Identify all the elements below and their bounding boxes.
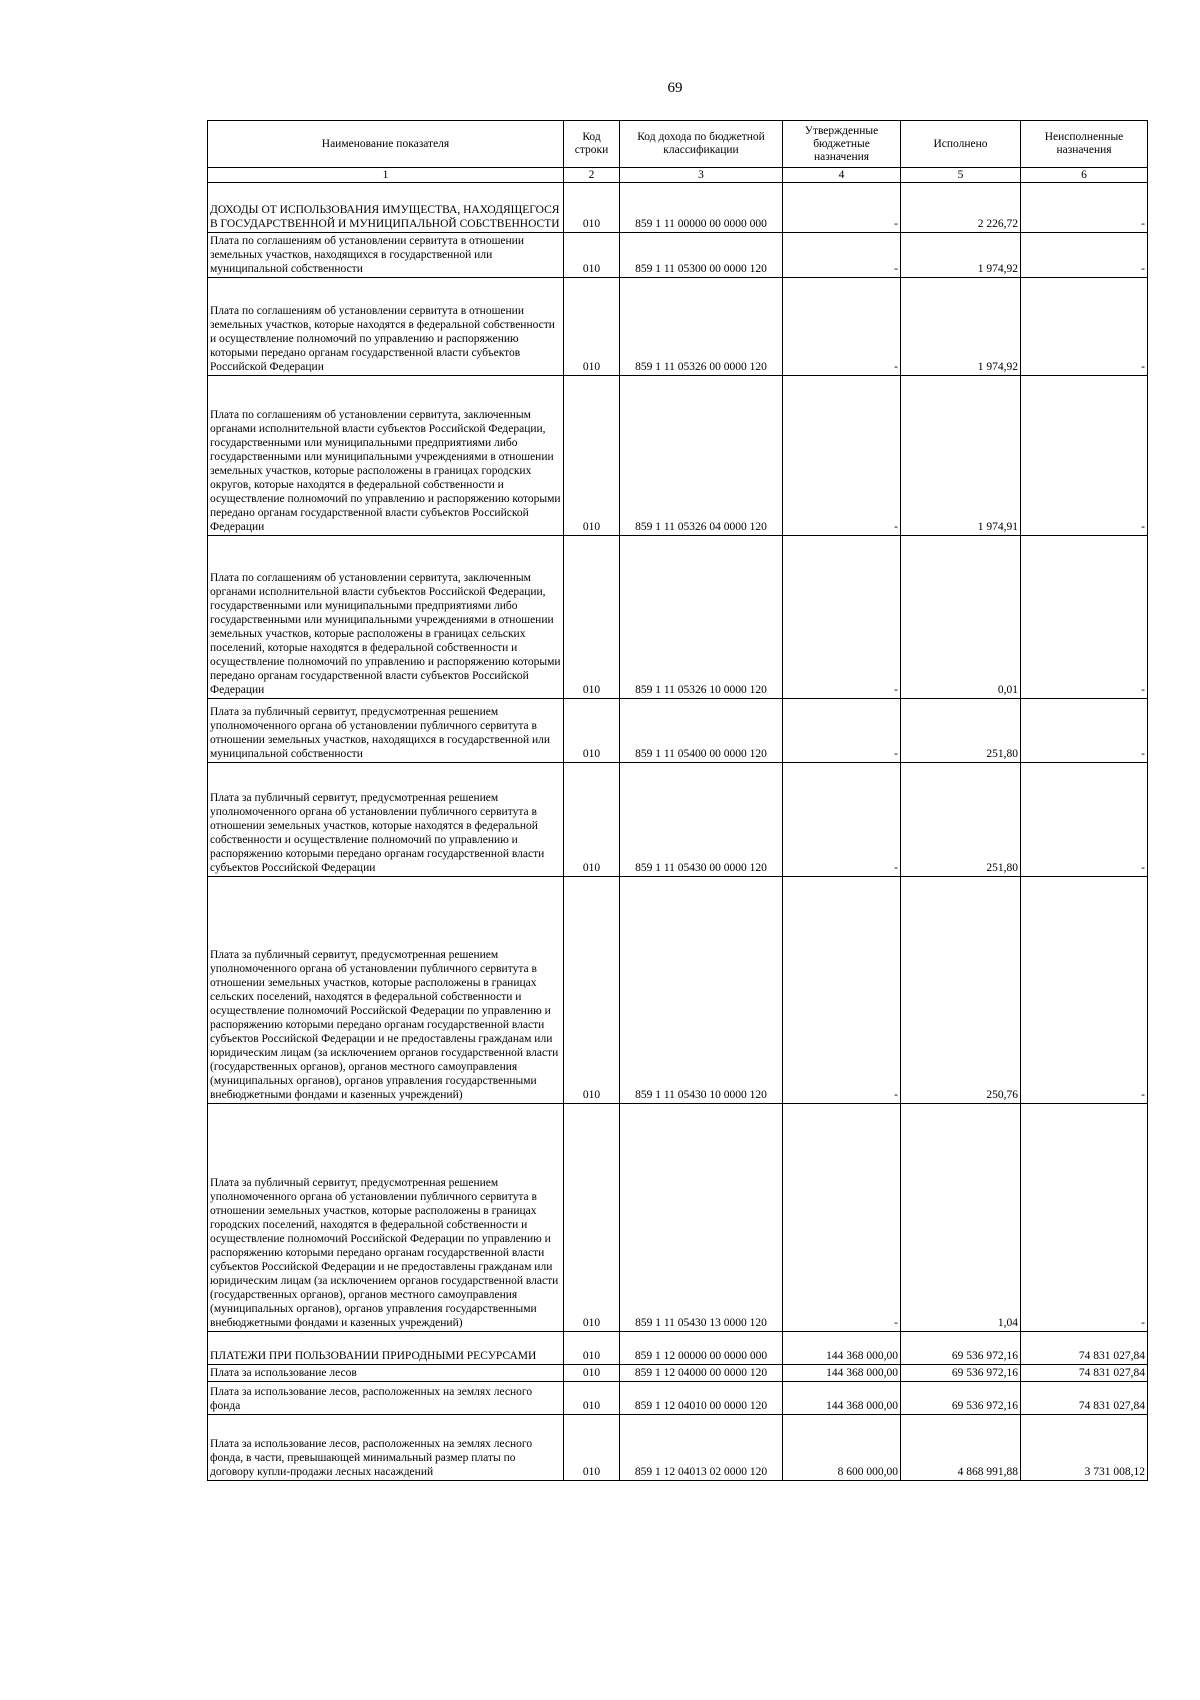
table-row [208,1382,1148,1415]
row-budget-code: 859 1 12 00000 00 0000 000 [620,1332,783,1365]
header-name: Наименование показателя [208,121,564,168]
row-name: Плата за публичный сервитут, предусмотренная решением уполномоченного органа об установлении публичного сервитута в отношении земельных участков, которые находятся в федеральной собственности и осуществление полномочий по управлению и распоряжению которыми передано органам государственной власти субъектов Российской Федерации [208,763,564,877]
row-approved: - [783,877,901,1104]
row-executed: 1 974,91 [901,376,1021,536]
row-unexecuted: 74 831 027,84 [1021,1382,1148,1415]
row-budget-code: 859 1 11 05326 10 0000 120 [620,536,783,699]
row-approved: 144 368 000,00 [783,1382,901,1415]
header-approved: Утвержденные бюджетные назначения [783,121,901,168]
row-name: Плата за публичный сервитут, предусмотренная решением уполномоченного органа об установлении публичного сервитута в отношении земельных участков, которые расположены в границах городских поселений, находятся в федеральной собственности и осуществление полномочий Российской Федерации по управлению и распоряжению которыми передано органам государственной власти субъектов Российской Федерации и не предоставлены гражданам или юридическим лицам (за исключением органов государственной власти (государственных органов), органов местного самоуправления (муниципальных органов), органов управления государственными внебюджетными фондами и казенных учреждений) [208,1104,564,1332]
table-row [208,1104,1148,1332]
row-name: Плата за использование лесов, расположенных на землях лесного фонда, в части, превышающей минимальный размер платы по договору купли-продажи лесных насаждений [208,1415,564,1481]
revenue-table [207,120,1148,1481]
row-executed: 250,76 [901,877,1021,1104]
row-line-code: 010 [564,699,620,763]
row-executed: 1,04 [901,1104,1021,1332]
header-unexecuted: Неисполненные назначения [1021,121,1148,168]
row-line-code: 010 [564,233,620,278]
row-executed: 1 974,92 [901,278,1021,376]
row-unexecuted: - [1021,877,1148,1104]
row-line-code: 010 [564,1365,620,1382]
row-approved: - [783,278,901,376]
header-row [208,121,1148,168]
row-approved: - [783,536,901,699]
row-executed: 4 868 991,88 [901,1415,1021,1481]
table-row [208,1365,1148,1382]
row-unexecuted: 74 831 027,84 [1021,1365,1148,1382]
table-row [208,877,1148,1104]
page-number: 69 [667,80,683,96]
header-line-code: Код строки [564,121,620,168]
row-budget-code: 859 1 11 05430 10 0000 120 [620,877,783,1104]
row-budget-code: 859 1 11 05300 00 0000 120 [620,233,783,278]
row-name: Плата по соглашениям об установлении сервитута в отношении земельных участков, находящихся в государственной или муниципальной собственности [208,233,564,278]
row-approved: 8 600 000,00 [783,1415,901,1481]
row-name: Плата по соглашениям об установлении сервитута, заключенным органами исполнительной власти субъектов Российской Федерации, государственными или муниципальными предприятиями либо государственными или муниципальными учреждениями в отношении земельных участков, которые расположены в границах сельских поселений, которые находятся в федеральной собственности и осуществление полномочий по управлению и распоряжению которыми передано органам государственной власти субъектов Российской Федерации [208,536,564,699]
row-executed: 2 226,72 [901,183,1021,233]
row-unexecuted: - [1021,1104,1148,1332]
row-budget-code: 859 1 11 05400 00 0000 120 [620,699,783,763]
row-budget-code: 859 1 11 05430 00 0000 120 [620,763,783,877]
column-number: 4 [783,168,901,183]
row-approved: - [783,376,901,536]
row-budget-code: 859 1 12 04000 00 0000 120 [620,1365,783,1382]
table-row [208,233,1148,278]
row-line-code: 010 [564,278,620,376]
table-row [208,536,1148,699]
row-executed: 69 536 972,16 [901,1382,1021,1415]
row-executed: 251,80 [901,763,1021,877]
row-line-code: 010 [564,1382,620,1415]
row-name: ДОХОДЫ ОТ ИСПОЛЬЗОВАНИЯ ИМУЩЕСТВА, НАХОДЯЩЕГОСЯ В ГОСУДАРСТВЕННОЙ И МУНИЦИПАЛЬНОЙ СОБСТВЕННОСТИ [208,183,564,233]
row-line-code: 010 [564,877,620,1104]
row-approved: - [783,233,901,278]
row-executed: 251,80 [901,699,1021,763]
table-row [208,183,1148,233]
row-line-code: 010 [564,183,620,233]
row-approved: - [783,763,901,877]
row-budget-code: 859 1 11 05326 04 0000 120 [620,376,783,536]
row-name: Плата за публичный сервитут, предусмотренная решением уполномоченного органа об установлении публичного сервитута в отношении земельных участков, которые расположены в границах сельских поселений, находятся в федеральной собственности и осуществление полномочий Российской Федерации по управлению и распоряжению которыми передано органам государственной власти субъектов Российской Федерации и не предоставлены гражданам или юридическим лицам (за исключением органов государственной власти (государственных органов), органов местного самоуправления (муниципальных органов), органов управления государственными внебюджетными фондами и казенных учреждений) [208,877,564,1104]
row-line-code: 010 [564,376,620,536]
header-executed: Исполнено [901,121,1021,168]
row-name: ПЛАТЕЖИ ПРИ ПОЛЬЗОВАНИИ ПРИРОДНЫМИ РЕСУРСАМИ [208,1332,564,1365]
table-row [208,763,1148,877]
row-unexecuted: - [1021,376,1148,536]
table-row [208,278,1148,376]
table-row [208,1332,1148,1365]
row-budget-code: 859 1 11 05326 00 0000 120 [620,278,783,376]
column-number: 3 [620,168,783,183]
row-budget-code: 859 1 11 00000 00 0000 000 [620,183,783,233]
row-line-code: 010 [564,1332,620,1365]
table-row [208,376,1148,536]
column-number: 6 [1021,168,1148,183]
row-line-code: 010 [564,1415,620,1481]
row-line-code: 010 [564,536,620,699]
row-unexecuted: 74 831 027,84 [1021,1332,1148,1365]
row-name: Плата по соглашениям об установлении сервитута, заключенным органами исполнительной власти субъектов Российской Федерации, государственными или муниципальными предприятиями либо государственными или муниципальными учреждениями в отношении земельных участков, которые расположены в границах городских округов, которые находятся в федеральной собственности и осуществление полномочий по управлению и распоряжению которыми передано органам государственной власти субъектов Российской Федерации [208,376,564,536]
header-budget-code: Код дохода по бюджетной классификации [620,121,783,168]
row-executed: 69 536 972,16 [901,1332,1021,1365]
row-name: Плата за публичный сервитут, предусмотренная решением уполномоченного органа об установлении публичного сервитута в отношении земельных участков, находящихся в государственной или муниципальной собственности [208,699,564,763]
row-budget-code: 859 1 11 05430 13 0000 120 [620,1104,783,1332]
row-unexecuted: - [1021,183,1148,233]
column-number-row [208,168,1148,183]
row-budget-code: 859 1 12 04010 00 0000 120 [620,1382,783,1415]
row-name: Плата за использование лесов, расположенных на землях лесного фонда [208,1382,564,1415]
row-unexecuted: - [1021,536,1148,699]
table-row [208,1415,1148,1481]
row-executed: 1 974,92 [901,233,1021,278]
row-unexecuted: 3 731 008,12 [1021,1415,1148,1481]
row-unexecuted: - [1021,763,1148,877]
column-number: 5 [901,168,1021,183]
row-approved: - [783,183,901,233]
table-row [208,699,1148,763]
row-line-code: 010 [564,1104,620,1332]
row-executed: 0,01 [901,536,1021,699]
row-approved: - [783,1104,901,1332]
row-line-code: 010 [564,763,620,877]
row-name: Плата за использование лесов [208,1365,564,1382]
row-unexecuted: - [1021,278,1148,376]
column-number: 1 [208,168,564,183]
row-budget-code: 859 1 12 04013 02 0000 120 [620,1415,783,1481]
row-approved: - [783,699,901,763]
row-approved: 144 368 000,00 [783,1365,901,1382]
row-unexecuted: - [1021,699,1148,763]
row-unexecuted: - [1021,233,1148,278]
row-approved: 144 368 000,00 [783,1332,901,1365]
column-number: 2 [564,168,620,183]
row-name: Плата по соглашениям об установлении сервитута в отношении земельных участков, которые находятся в федеральной собственности и осуществление полномочий по управлению и распоряжению которыми передано органам государственной власти субъектов Российской Федерации [208,278,564,376]
row-executed: 69 536 972,16 [901,1365,1021,1382]
